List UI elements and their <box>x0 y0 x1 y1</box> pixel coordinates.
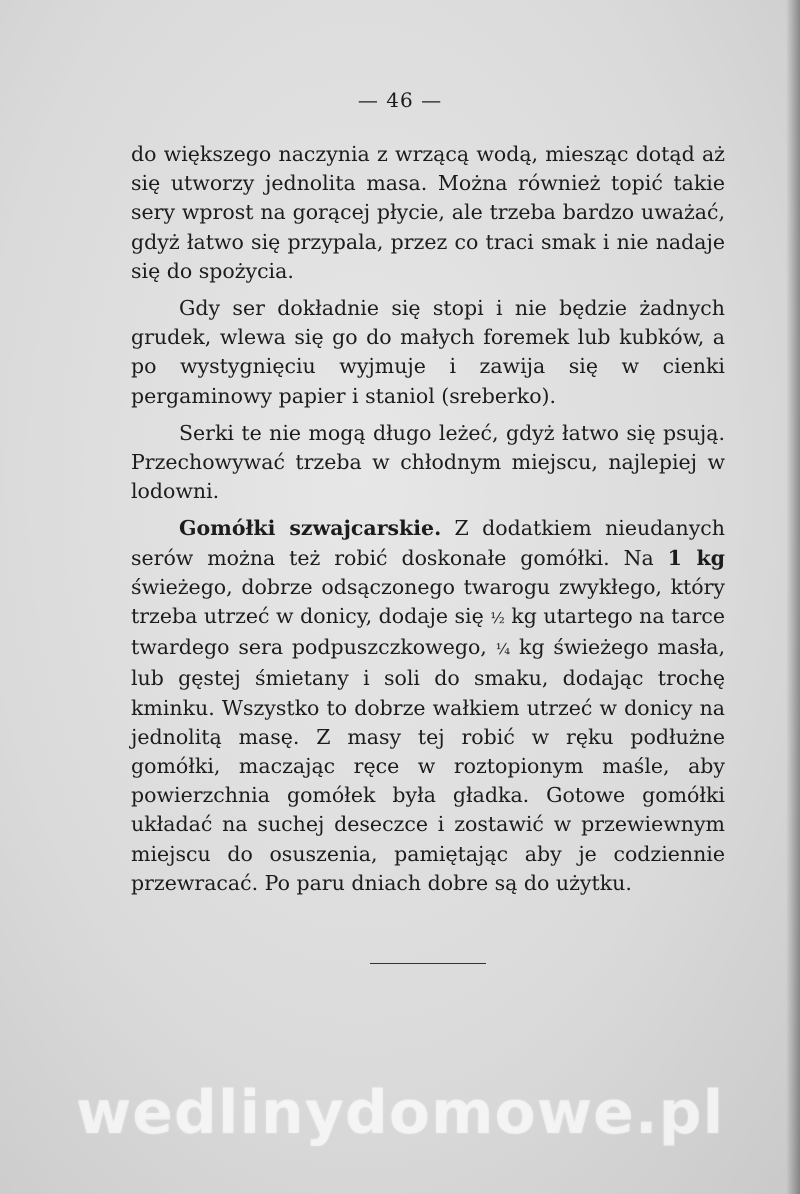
paragraph-4 <box>131 514 725 898</box>
paragraph-4-text-a: Z dodatkiem nieudanych serów można też robić doskonałe gomółki. Na <box>131 516 725 570</box>
end-divider <box>370 963 486 964</box>
page-edge-shadow <box>786 0 800 1194</box>
page-number: — 46 — <box>357 88 443 112</box>
watermark: wedlinydomowe.pl <box>75 1078 725 1148</box>
paragraph-4-text-c: kg utartego na tarce twardego sera podpuszczkowego, <box>131 604 725 660</box>
paragraph-2: Gdy ser dokładnie się stopi i nie będzie żadnych grudek, wlewa się go do małych foremek lub kubków, a po wystygnięciu wyjmuje i zawija się w cienki pergaminowy papier i staniol (sreberko). <box>131 296 725 408</box>
paragraph-4-text-d: kg świeżego masła, lub gęstej śmietany i soli do smaku, dodając trochę kminku. Wszystko to dobrze wałkiem utrzeć w donicy na jednolitą masę. Z masy tej robić w ręku podłużne gomółki, maczając ręce w roztopionym maśle, aby powierzchnia gomółek była gładka. Gotowe gomółki układać na suchej deseczce i zostawić w przewiewnym miejscu do osuszenia, pamiętając aby je codziennie przewracać. Po paru dniach dobre są do użytku. <box>131 635 725 895</box>
fraction-half: ½ <box>490 609 505 628</box>
paragraph-3: Serki te nie mogą długo leżeć, gdyż łatwo się psują. Przechowywać trzeba w chłodnym miejscu, najlepiej w lodowni. <box>131 420 725 504</box>
fraction-quarter: ¼ <box>495 640 511 659</box>
paragraph-4-text-b: świeżego, dobrze odsączonego twarogu zwykłego, który trzeba utrzeć w donicy, dodaje się <box>131 574 725 629</box>
body-text <box>131 140 725 906</box>
paragraph-1: do większego naczynia z wrzącą wodą, miesząc dotąd aż się utworzy jednolita masa. Można również topić takie sery wprost na gorącej płycie, ale trzeba bardzo uważać, gdyż łatwo się przypala, przez co traci smak i nie nadaje się do spożycia. <box>131 142 725 283</box>
amount-1kg: 1 kg <box>667 545 725 570</box>
section-heading: Gomółki szwajcarskie. <box>179 516 442 541</box>
